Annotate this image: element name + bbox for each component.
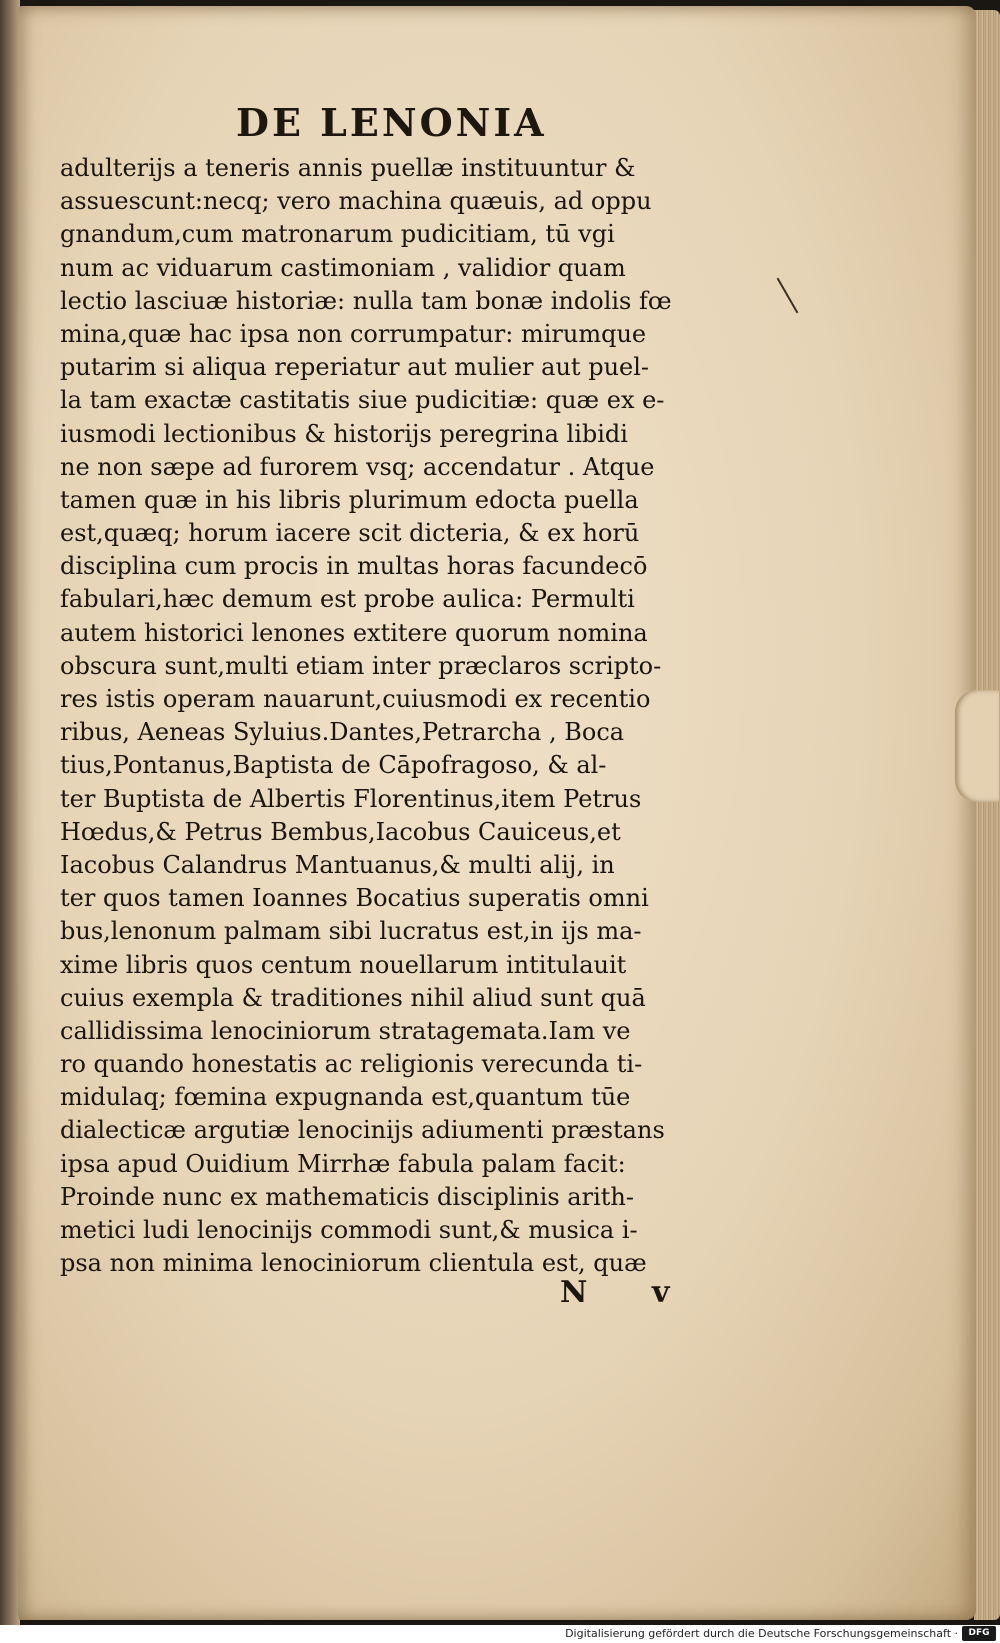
- text-line: callidissima lenociniorum stratagemata.Iam ve: [60, 1016, 631, 1045]
- text-line: midulaq; fœmina expugnanda est,quantum tūe: [60, 1083, 631, 1112]
- text-line: mina,quæ hac ipsa non corrumpatur: mirumque: [60, 319, 647, 348]
- text-line: disciplina cum procis in multas horas facundecō: [60, 552, 648, 581]
- text-line: fabulari,hæc demum est probe aulica: Permulti: [60, 585, 635, 614]
- text-line: ipsa apud Ouidium Mirrhæ fabula palam facit:: [60, 1149, 626, 1178]
- text-line: gnandum,cum matronarum pudicitiam, tū vgi: [60, 220, 615, 249]
- page-text-block: [60, 152, 760, 1280]
- text-line: tamen quæ in his libris plurimum edocta puella: [60, 485, 639, 514]
- signature-mark-numeral: v: [652, 1275, 670, 1310]
- text-line: lectio lasciuæ historiæ: nulla tam bonæ indolis fœ: [60, 286, 672, 315]
- book-page-edges: [974, 10, 1000, 1620]
- dfg-logo: DFG: [962, 1626, 996, 1641]
- text-line: ter Buptista de Albertis Florentinus,item Petrus: [60, 784, 642, 813]
- text-line: autem historici lenones extitere quorum nomina: [60, 618, 648, 647]
- text-line: iusmodi lectionibus & historijs peregrina libidi: [60, 419, 628, 448]
- text-line: ter quos tamen Ioannes Bocatius superatis omni: [60, 884, 649, 913]
- text-line: num ac viduarum castimoniam , validior quam: [60, 253, 626, 282]
- funding-credit: Digitalisierung gefördert durch die Deutsche Forschungsgemeinschaft ·: [565, 1627, 958, 1640]
- text-line: metici ludi lenocinijs commodi sunt,& musica i-: [60, 1216, 638, 1244]
- text-line: dialecticæ argutiæ lenocinijs adiumenti præstans: [60, 1116, 665, 1145]
- signature-mark: N: [560, 1275, 588, 1310]
- digitization-footer: [0, 1625, 1000, 1643]
- text-line: la tam exactæ castitatis siue pudicitiæ: quæ ex e-: [60, 386, 665, 415]
- text-line: adulterijs a teneris annis puellæ instituuntur &: [60, 154, 636, 182]
- text-line: putarim si aliqua reperiatur aut mulier aut puel-: [60, 353, 650, 382]
- text-line: xime libris quos centum nouellarum intitulauit: [60, 950, 627, 979]
- text-line: Proinde nunc ex mathematicis disciplinis arith-: [60, 1182, 634, 1211]
- text-line: cuius exempla & traditiones nihil aliud sunt quā: [60, 983, 646, 1012]
- text-line: ribus, Aeneas Syluius.Dantes,Petrarcha , Boca: [60, 718, 625, 747]
- running-head: DE LENONIA: [236, 100, 547, 145]
- text-line: tius,Pontanus,Baptista de Cāpofragoso, & al-: [60, 751, 607, 780]
- text-line: res istis operam nauarunt,cuiusmodi ex recentio: [60, 685, 651, 713]
- text-line: ro quando honestatis ac religionis verecunda ti-: [60, 1050, 643, 1079]
- text-line: psa non minima lenociniorum clientula est, quæ: [60, 1249, 647, 1278]
- text-line: bus,lenonum palmam sibi lucratus est,in ijs ma-: [60, 917, 642, 946]
- text-line: assuescunt:necq; vero machina quæuis, ad oppu: [60, 187, 652, 216]
- thumb-index-tab: [955, 690, 999, 802]
- previous-page-edge: [0, 0, 20, 1625]
- text-line: Iacobus Calandrus Mantuanus,& multi alij, in: [60, 850, 615, 879]
- text-line: Hœdus,& Petrus Bembus,Iacobus Cauiceus,et: [60, 817, 621, 846]
- text-line: ne non sæpe ad furorem vsq; accendatur . Atque: [60, 452, 655, 481]
- text-line: obscura sunt,multi etiam inter præclaros scripto-: [60, 651, 662, 680]
- text-line: est,quæq; horum iacere scit dicteria, & ex horū: [60, 519, 640, 548]
